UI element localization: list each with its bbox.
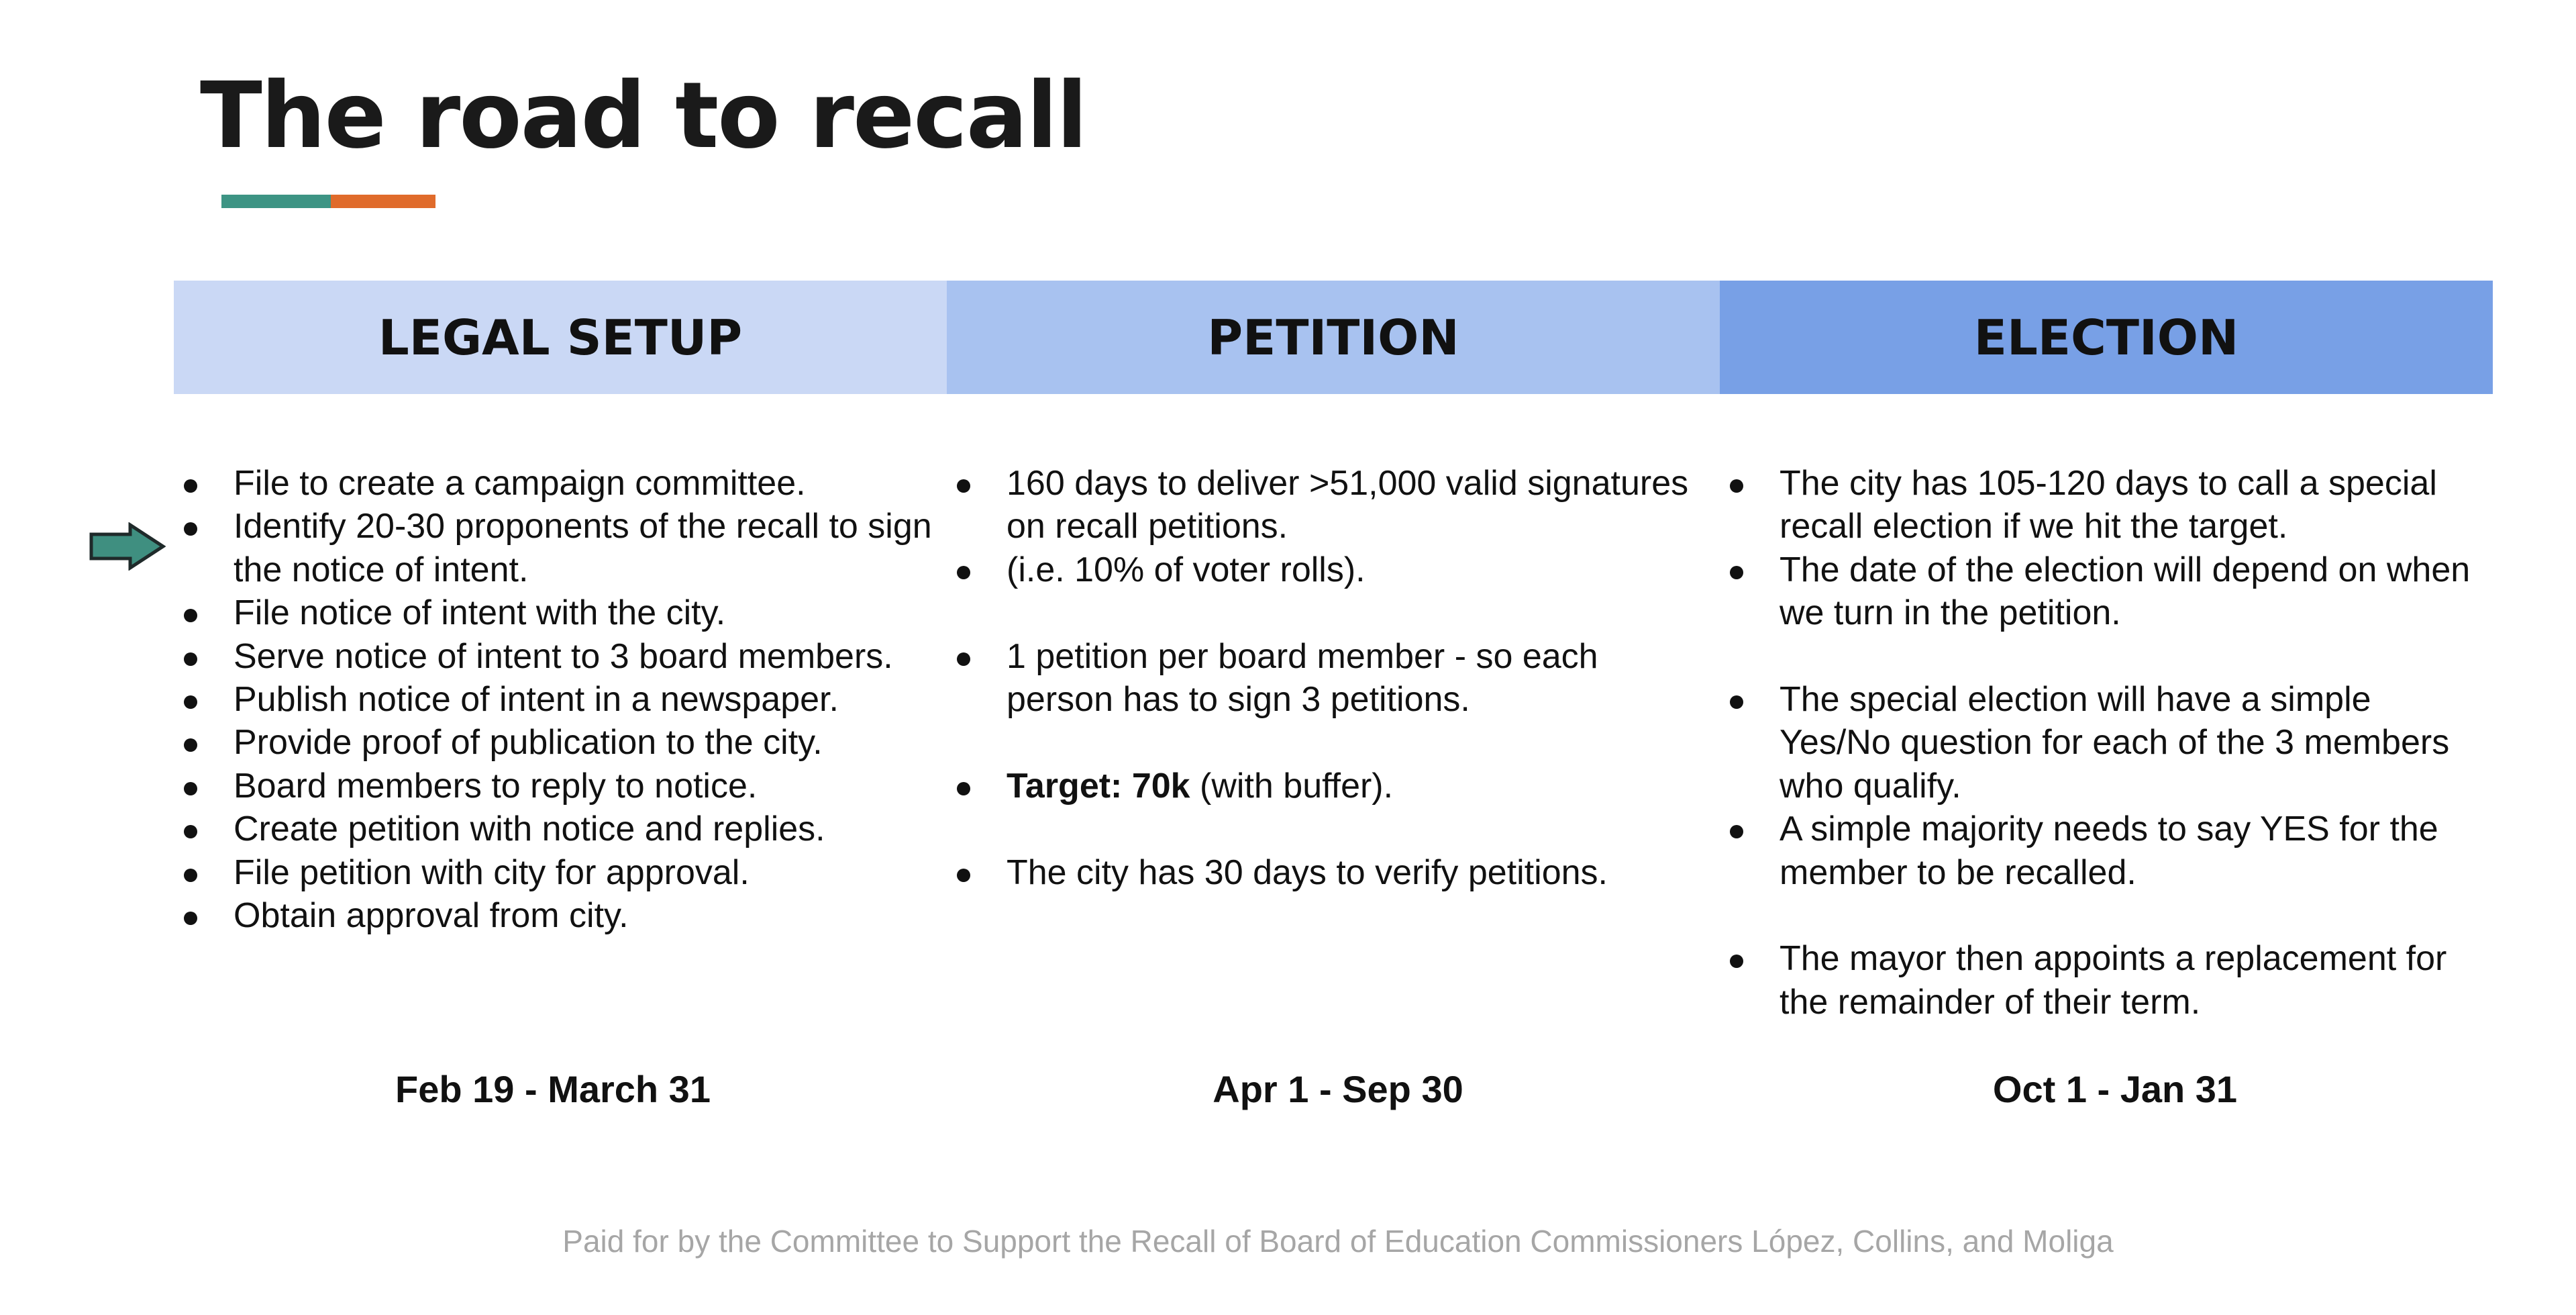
list-item: The date of the election will depend on when we turn in the petition. <box>1722 548 2487 635</box>
header-petition: PETITION <box>947 281 1720 394</box>
petition-steps <box>949 462 1714 894</box>
list-item: Identify 20-30 proponents of the recall to sign the notice of intent. <box>176 505 941 591</box>
petition-date-range: Apr 1 - Sep 30 <box>1213 1068 1463 1110</box>
list-item: Serve notice of intent to 3 board members. <box>176 635 941 678</box>
election-steps <box>1722 462 2487 1024</box>
list-item: (i.e. 10% of voter rolls). <box>949 548 1714 591</box>
header-legal-setup: LEGAL SETUP <box>174 281 947 394</box>
list-item: Obtain approval from city. <box>176 894 941 937</box>
title-underline-orange <box>331 195 435 208</box>
phase-header-band <box>174 281 2493 394</box>
right-arrow-icon <box>89 522 166 571</box>
list-item: 160 days to deliver >51,000 valid signatures on recall petitions. <box>949 462 1714 548</box>
header-election: ELECTION <box>1720 281 2493 394</box>
list-item: File notice of intent with the city. <box>176 591 941 634</box>
list-item: Publish notice of intent in a newspaper. <box>176 678 941 721</box>
list-item <box>949 765 1714 808</box>
target-label: Target: 70k <box>1007 766 1190 806</box>
list-item: Board members to reply to notice. <box>176 765 941 808</box>
title-underline-teal <box>221 195 331 208</box>
election-date-range: Oct 1 - Jan 31 <box>1992 1068 2238 1110</box>
petition-column <box>949 462 1714 894</box>
election-column <box>1722 462 2487 1024</box>
list-item: The special election will have a simple Yes/No question for each of the 3 members who qualify. <box>1722 678 2487 808</box>
list-item: File to create a campaign committee. <box>176 462 941 505</box>
legal-setup-date-range: Feb 19 - March 31 <box>395 1068 711 1110</box>
legal-setup-column <box>176 462 941 937</box>
list-item: The city has 105-120 days to call a special recall election if we hit the target. <box>1722 462 2487 548</box>
list-item: Provide proof of publication to the city. <box>176 721 941 764</box>
footer-disclaimer: Paid for by the Committee to Support the Recall of Board of Education Commissioners López, Collins, and Moliga <box>562 1224 2114 1259</box>
target-note: (with buffer). <box>1190 766 1394 806</box>
legal-setup-steps <box>176 462 941 937</box>
list-item: Create petition with notice and replies. <box>176 808 941 850</box>
page-title: The road to recall <box>200 63 1086 169</box>
list-item: 1 petition per board member - so each person has to sign 3 petitions. <box>949 635 1714 722</box>
list-item: A simple majority needs to say YES for the member to be recalled. <box>1722 808 2487 894</box>
list-item: The city has 30 days to verify petitions. <box>949 851 1714 894</box>
list-item: File petition with city for approval. <box>176 851 941 894</box>
list-item: The mayor then appoints a replacement for the remainder of their term. <box>1722 937 2487 1024</box>
